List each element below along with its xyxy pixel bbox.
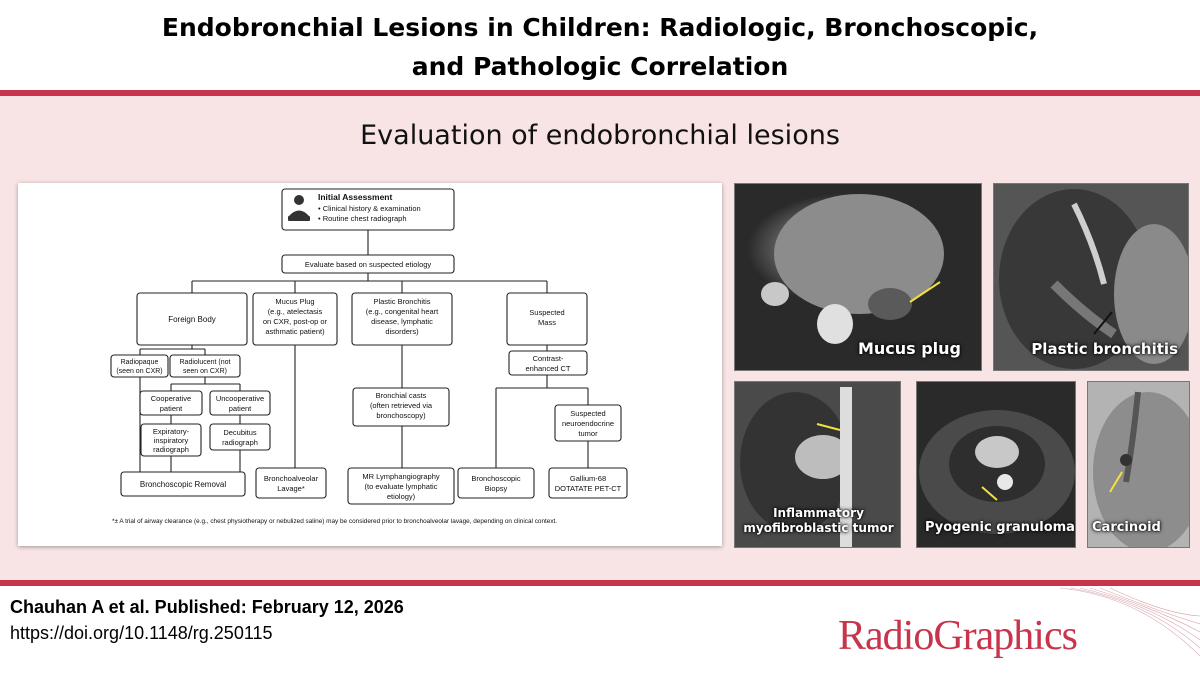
net-l2: neuroendocrine	[561, 419, 615, 428]
casts-l1: Bronchial casts	[375, 391, 427, 400]
plastic-l1: Plastic Bronchitis	[373, 297, 431, 306]
box-bronchoalveolar-lavage	[256, 468, 326, 498]
title-line-2: and Pathologic Correlation	[411, 52, 789, 81]
flowchart-panel	[18, 183, 722, 546]
mrl-l3: etiology)	[386, 492, 416, 501]
casts-l2: (often retrieved via	[369, 401, 433, 410]
biopsy-l1: Bronchoscopic	[471, 474, 521, 483]
corner-swoosh-decoration	[1060, 586, 1200, 666]
mrl-l2: (to evaluate lymphatic	[364, 482, 438, 491]
radiopaque-l2: (seen on CXR)	[116, 368, 163, 375]
mucus-plug-label: Mucus plug	[857, 339, 961, 358]
foreign-body-label: Foreign Body	[168, 315, 216, 324]
plastic-bronchitis-image	[993, 183, 1189, 371]
gallium-l1: Gallium-68	[569, 474, 607, 483]
flowchart-diagram	[18, 183, 722, 546]
box-gallium	[549, 468, 627, 498]
radiolucent-l2: seen on CXR)	[183, 368, 227, 375]
bottom-divider	[0, 580, 1200, 586]
imt-image	[734, 381, 901, 548]
ct-l1: Contrast-	[532, 354, 564, 363]
net-l1: Suspected	[570, 409, 606, 418]
uncooperative-l1: Uncooperative	[215, 394, 265, 403]
decubitus-l2: radiograph	[222, 438, 258, 447]
net-l3: tumor	[578, 429, 598, 438]
mucus-plug-l2: (e.g., atelectasis	[267, 307, 323, 316]
imt-label-line-2: myofibroblastic tumor	[743, 521, 894, 535]
imt-label	[735, 506, 901, 536]
bal-l1: Bronchoalveolar	[263, 474, 319, 483]
pyogenic-granuloma-image	[916, 381, 1076, 548]
imt-label-line-1: Inflammatory	[773, 506, 864, 520]
mucus-plug-l3: on CXR, post-op or	[262, 317, 328, 326]
carcinoid-image	[1087, 381, 1190, 548]
section-subtitle: Evaluation of endobronchial lesions	[360, 120, 840, 151]
footnote: *± A trial of airway clearance (e.g., chest physiotherapy or nebulized saline) may be considered prior to bronchoalveolar lavage, depending on clinical context.	[112, 518, 558, 525]
cooperative-l1: Cooperative	[150, 394, 192, 403]
casts-l3: bronchoscopy)	[376, 411, 426, 420]
gallium-l2: DOTATATE PET-CT	[554, 484, 622, 493]
expiratory-l3: radiograph	[153, 445, 189, 454]
initial-title: Initial Assessment	[318, 192, 393, 202]
title-line-1: Endobronchial Lesions in Children: Radiologic, Bronchoscopic,	[161, 13, 1039, 42]
initial-bullet-2: • Routine chest radiograph	[318, 214, 407, 223]
expiratory-l2: inspiratory	[153, 436, 189, 445]
decubitus-l1: Decubitus	[223, 428, 257, 437]
initial-bullet-1: • Clinical history & examination	[318, 204, 421, 213]
pyogenic-granuloma-label: Pyogenic granuloma	[925, 520, 1075, 535]
removal-label: Bronchoscopic Removal	[139, 480, 227, 489]
evaluate-label: Evaluate based on suspected etiology	[304, 260, 432, 269]
mucus-plug-l4: asthmatic patient)	[265, 327, 325, 336]
uncooperative-l2: patient	[228, 404, 252, 413]
mass-l2: Mass	[538, 318, 556, 327]
radiolucent-l1: Radiolucent (not	[179, 359, 231, 366]
citation: Chauhan A et al. Published: February 12, 2026	[10, 597, 404, 617]
ct-l2: enhanced CT	[525, 364, 571, 373]
plastic-l3: disease, lymphatic	[371, 317, 433, 326]
bal-l2: Lavage*	[277, 484, 305, 493]
box-bronchoscopic-biopsy	[458, 468, 534, 498]
page-title	[0, 8, 1200, 86]
mrl-l1: MR Lymphangiography	[362, 472, 440, 481]
mass-l1: Suspected	[529, 308, 565, 317]
mucus-plug-l1: Mucus Plug	[275, 297, 315, 306]
mucus-plug-image	[734, 183, 982, 371]
doi-link[interactable]: https://doi.org/10.1148/rg.250115	[10, 623, 273, 643]
plastic-l4: disorders)	[385, 327, 419, 336]
plastic-l2: (e.g., congenital heart	[365, 307, 439, 316]
radiographics-logo: RadioGraphics	[838, 613, 1077, 659]
radiopaque-l1: Radiopaque	[120, 359, 159, 366]
carcinoid-label: Carcinoid	[1092, 520, 1161, 535]
expiratory-l1: Expiratory-	[152, 427, 190, 436]
cooperative-l2: patient	[159, 404, 183, 413]
plastic-bronchitis-label: Plastic bronchitis	[1031, 340, 1178, 358]
biopsy-l2: Biopsy	[484, 484, 508, 493]
